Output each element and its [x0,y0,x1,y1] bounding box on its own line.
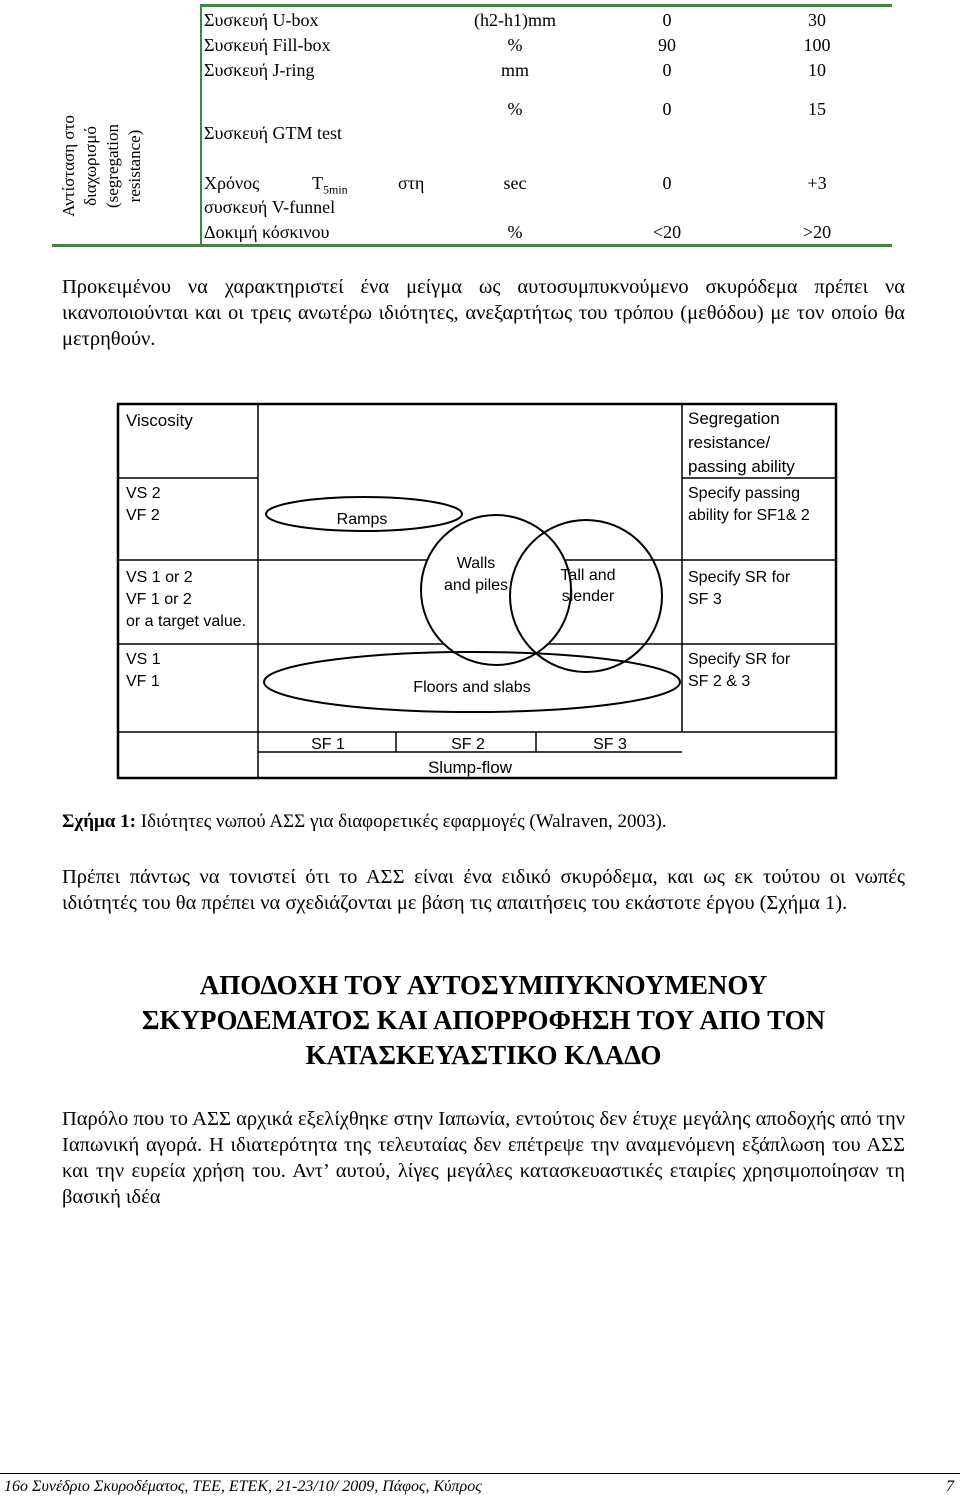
segregation-spec: SF 2 & 3 [688,673,751,690]
table-cell-min: 0 [662,60,672,80]
segregation-label-line: Segregation [688,409,780,428]
table-cell-name: Συσκευή Fill-box [204,35,331,55]
table-cell-min: 90 [658,35,676,55]
table-cell-max: 10 [808,60,826,80]
walls-label: and piles [443,577,509,594]
paragraph: Προκειμένου να χαρακτηριστεί ένα μείγμα ως αυτοσυμπυκνούμενο σκυρόδεμα πρέπει να ικανοποιούνται και οι τρεις ανωτέρω ιδιότητες, ανεξαρτήτως του τρόπου (μεθόδου) με τον οποίο θα μετρηθούν. [62,276,905,350]
paragraph: Πρέπει πάντως να τονιστεί ότι το ΑΣΣ είναι ένα ειδικό σκυρόδεμα, και ως εκ τούτου οι νωπές ιδιότητές του θα πρέπει να σχεδιάζονται με βάση τις απαιτήσεις του εκάστοτε έργου (Σχήμα 1). [62,866,905,914]
row-group-label: Αντίσταση στο διαχωρισμό (segregation resistance) [59,115,144,217]
table-cell-unit: % [507,35,523,55]
viscosity-class: VS 1 [126,651,161,668]
table-cell-name: συσκευή V-funnel [204,197,336,217]
viscosity-class: VS 1 or 2 [126,569,193,586]
table-cell-name: Συσκευή GTM test [204,123,343,143]
table-cell-max: 100 [803,35,831,55]
table-cell-name: στη [398,173,425,193]
table-cell-name: Συσκευή J-ring [204,60,315,80]
segregation-spec: Specify SR for [688,651,791,668]
table-cell-name: Συσκευή U-box [204,10,319,30]
segregation-label-line: resistance/ [688,433,771,452]
table-cell-max: >20 [802,222,832,242]
footer-text: 16ο Συνέδριο Σκυροδέματος, ΤΕΕ, ΕΤΕΚ, 21-23/10/ 2009, Πάφος, Κύπρος [4,1478,482,1495]
viscosity-class: or a target value. [126,613,247,630]
walls-label: Walls [456,555,496,572]
table-cell-min: <20 [652,222,682,242]
segregation-label-line: passing ability [688,457,795,476]
segregation-spec: ability for SF1& 2 [688,507,810,524]
sf2-label: SF 2 [451,736,485,753]
table-cell-name-symbol: $T_{5min}$ [312,173,348,197]
sf3-label: SF 3 [593,736,627,753]
tall-slender-label: Tall and [560,567,616,584]
table-top-rule [202,4,892,7]
segregation-spec: Specify SR for [688,569,791,586]
table-cell-min: 0 [662,10,672,30]
table-cell-unit: % [507,99,523,119]
viscosity-class: VF 2 [126,507,160,524]
applications-figure [116,390,844,782]
table-cell-max: 30 [808,10,826,30]
section-heading: ΑΠΟΔΟΧΗ ΤΟΥ ΑΥΤΟΣΥΜΠΥΚΝΟΥΜΕΝΟΥ ΣΚΥΡΟΔΕΜΑΤΟΣ ΚΑΙ ΑΠΟΡΡΟΦΗΣΗ ΤΟΥ ΑΠΟ ΤΟΝ ΚΑΤΑΣΚΕΥΑΣΤΙΚΟ ΚΛΑΔΟ [141,970,826,1070]
ramps-label: Ramps [336,511,388,528]
table-cell-unit: % [507,222,523,242]
figure-caption [62,810,667,834]
tall-slender-label: slender [561,588,615,605]
viscosity-label: Viscosity [126,411,193,430]
segregation-spec: Specify passing [688,485,801,502]
caption-label: Σχήμα 1: [62,811,136,832]
table-cell-name: Δοκιμή κόσκινου [204,222,330,242]
table-cell-unit: sec [503,173,527,193]
footer-rule [0,1473,960,1474]
properties-table [52,0,892,250]
table-cell-unit: (h2-h1)mm [474,10,556,30]
paragraph: Παρόλο που το ΑΣΣ αρχικά εξελίχθηκε στην Ιαπωνία, εντούτοις δεν έτυχε μεγάλης αποδοχής από την Ιαπωνική αγορά. Η ιδιατερότητα της τελευταίας δεν επέτρεψε την αναμενόμενη εξάπλωση του ΑΣΣ και την ευρεία χρήση του. Αντ’ αυτού, λίγες μεγάλες κατασκευαστικές εταιρίες χρησιμοποίησαν τη βασική ιδέα [62,1108,905,1208]
viscosity-class: VF 1 or 2 [126,591,192,608]
table-bottom-rule [52,244,892,247]
table-cell-min: 0 [662,173,672,193]
table-cell-min: 0 [662,99,672,119]
table-column-divider [200,4,202,246]
page-number: 7 [946,1478,954,1495]
viscosity-class: VF 1 [126,673,160,690]
table-cell-max: +3 [807,173,827,193]
table-cell-unit: mm [500,60,529,80]
slump-flow-label: Slump-flow [427,758,513,777]
caption-text: Ιδιότητες νωπού ΑΣΣ για διαφορετικές εφαρμογές (Walraven, 2003). [135,811,667,832]
table-cell-name: Χρόνος [204,173,260,193]
table-cell-max: 15 [808,99,826,119]
floors-label: Floors and slabs [413,679,531,696]
segregation-spec: SF 3 [688,591,722,608]
viscosity-class: VS 2 [126,485,161,502]
sf1-label: SF 1 [311,736,345,753]
